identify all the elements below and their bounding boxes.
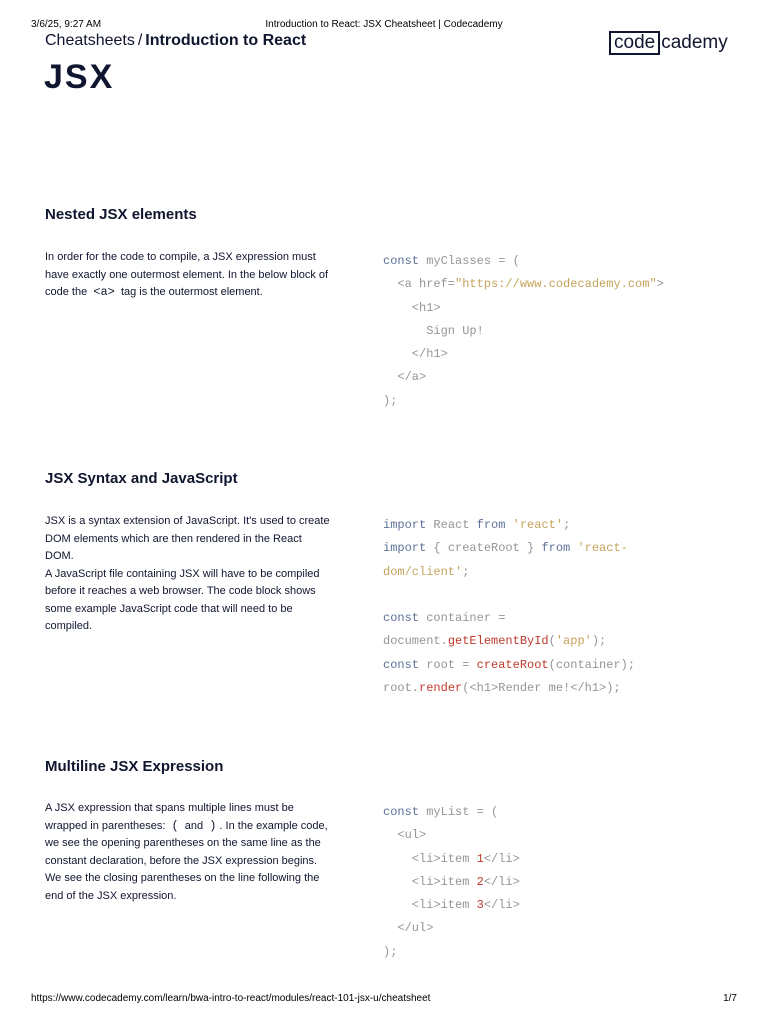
page-title: JSX: [44, 58, 115, 96]
code-line: </a>: [383, 370, 427, 385]
code-line: const myClasses = (: [383, 254, 520, 268]
code-line: <li>item 3</li>: [383, 898, 520, 913]
logo-boxed-text: code: [609, 31, 658, 55]
print-datetime: 3/6/25, 9:27 AM: [31, 19, 102, 30]
code-line: <h1>: [383, 300, 441, 315]
desc-paragraph: A JavaScript file containing JSX will have to be compiled before it reaches a web browser. The code block shows some example JavaScript code that will need to be compiled.: [45, 567, 320, 632]
code-line: import { createRoot } from 'react-: [383, 541, 628, 556]
section-title-nested-jsx: Nested JSX elements: [45, 206, 197, 223]
code-line: const root = createRoot(container);: [383, 657, 636, 672]
desc-text: A JSX expression that spans multiple lines must be wrapped in parentheses:: [45, 802, 294, 832]
breadcrumb-separator: /: [137, 32, 143, 49]
desc-text: . In the example code, we see the opening parentheses on the same line as the constant declaration, before the JSX expression begins. We see the closing parentheses on the line following the end of the JSX expression.: [45, 819, 328, 902]
code-line: );: [383, 393, 398, 408]
desc-text: and: [184, 819, 204, 832]
section-description-jsx-syntax: [45, 513, 330, 636]
section-description-nested-jsx: [45, 249, 330, 302]
breadcrumb-cheatsheets-link[interactable]: Cheatsheets: [45, 32, 135, 49]
logo-rest-text: cademy: [658, 31, 728, 55]
inline-code-a-tag: <a>: [93, 285, 115, 299]
breadcrumb-current[interactable]: Introduction to React: [145, 32, 307, 49]
desc-text: tag is the outermost element.: [120, 286, 263, 298]
code-line: document.getElementById('app');: [383, 634, 607, 649]
code-block-nested-jsx: [383, 250, 703, 413]
code-line: <li>item 2</li>: [383, 874, 520, 889]
code-block-jsx-syntax: [383, 514, 703, 700]
code-line: );: [383, 944, 398, 959]
code-line: <a href="https://www.codecademy.com">: [383, 277, 664, 292]
code-line: const container =: [383, 611, 506, 626]
code-line: Sign Up!: [383, 323, 484, 338]
code-line: </h1>: [383, 347, 448, 362]
code-line: import React from 'react';: [383, 518, 571, 532]
code-line: </ul>: [383, 921, 434, 936]
code-line: <li>item 1</li>: [383, 851, 520, 866]
code-line: <ul>: [383, 828, 427, 843]
code-line: const myList = (: [383, 805, 499, 819]
code-line: root.render(<h1>Render me!</h1>);: [383, 681, 621, 696]
print-page-number: 1/7: [723, 993, 737, 1004]
inline-code-open-paren: (: [171, 818, 179, 833]
section-description-multiline-jsx: [45, 800, 330, 905]
desc-text: In order for the code to compile, a JSX expression must have exactly one outermost element. In the below block of code the: [45, 251, 329, 298]
desc-paragraph: JSX is a syntax extension of JavaScript. It's used to create DOM elements which are then rendered in the React DOM.: [45, 515, 330, 562]
codecademy-logo[interactable]: [609, 31, 728, 55]
code-line: dom/client';: [383, 564, 470, 579]
section-title-multiline-jsx: Multiline JSX Expression: [45, 758, 224, 775]
code-line: [383, 584, 703, 607]
print-document-title: Introduction to React: JSX Cheatsheet | Codecademy: [265, 19, 503, 30]
print-url: https://www.codecademy.com/learn/bwa-intro-to-react/modules/react-101-jsx-u/cheatsheet: [31, 993, 431, 1004]
inline-code-close-paren: ): [209, 818, 217, 833]
section-title-jsx-syntax: JSX Syntax and JavaScript: [45, 470, 238, 487]
code-block-multiline-jsx: [383, 801, 703, 964]
breadcrumb: [45, 32, 306, 50]
